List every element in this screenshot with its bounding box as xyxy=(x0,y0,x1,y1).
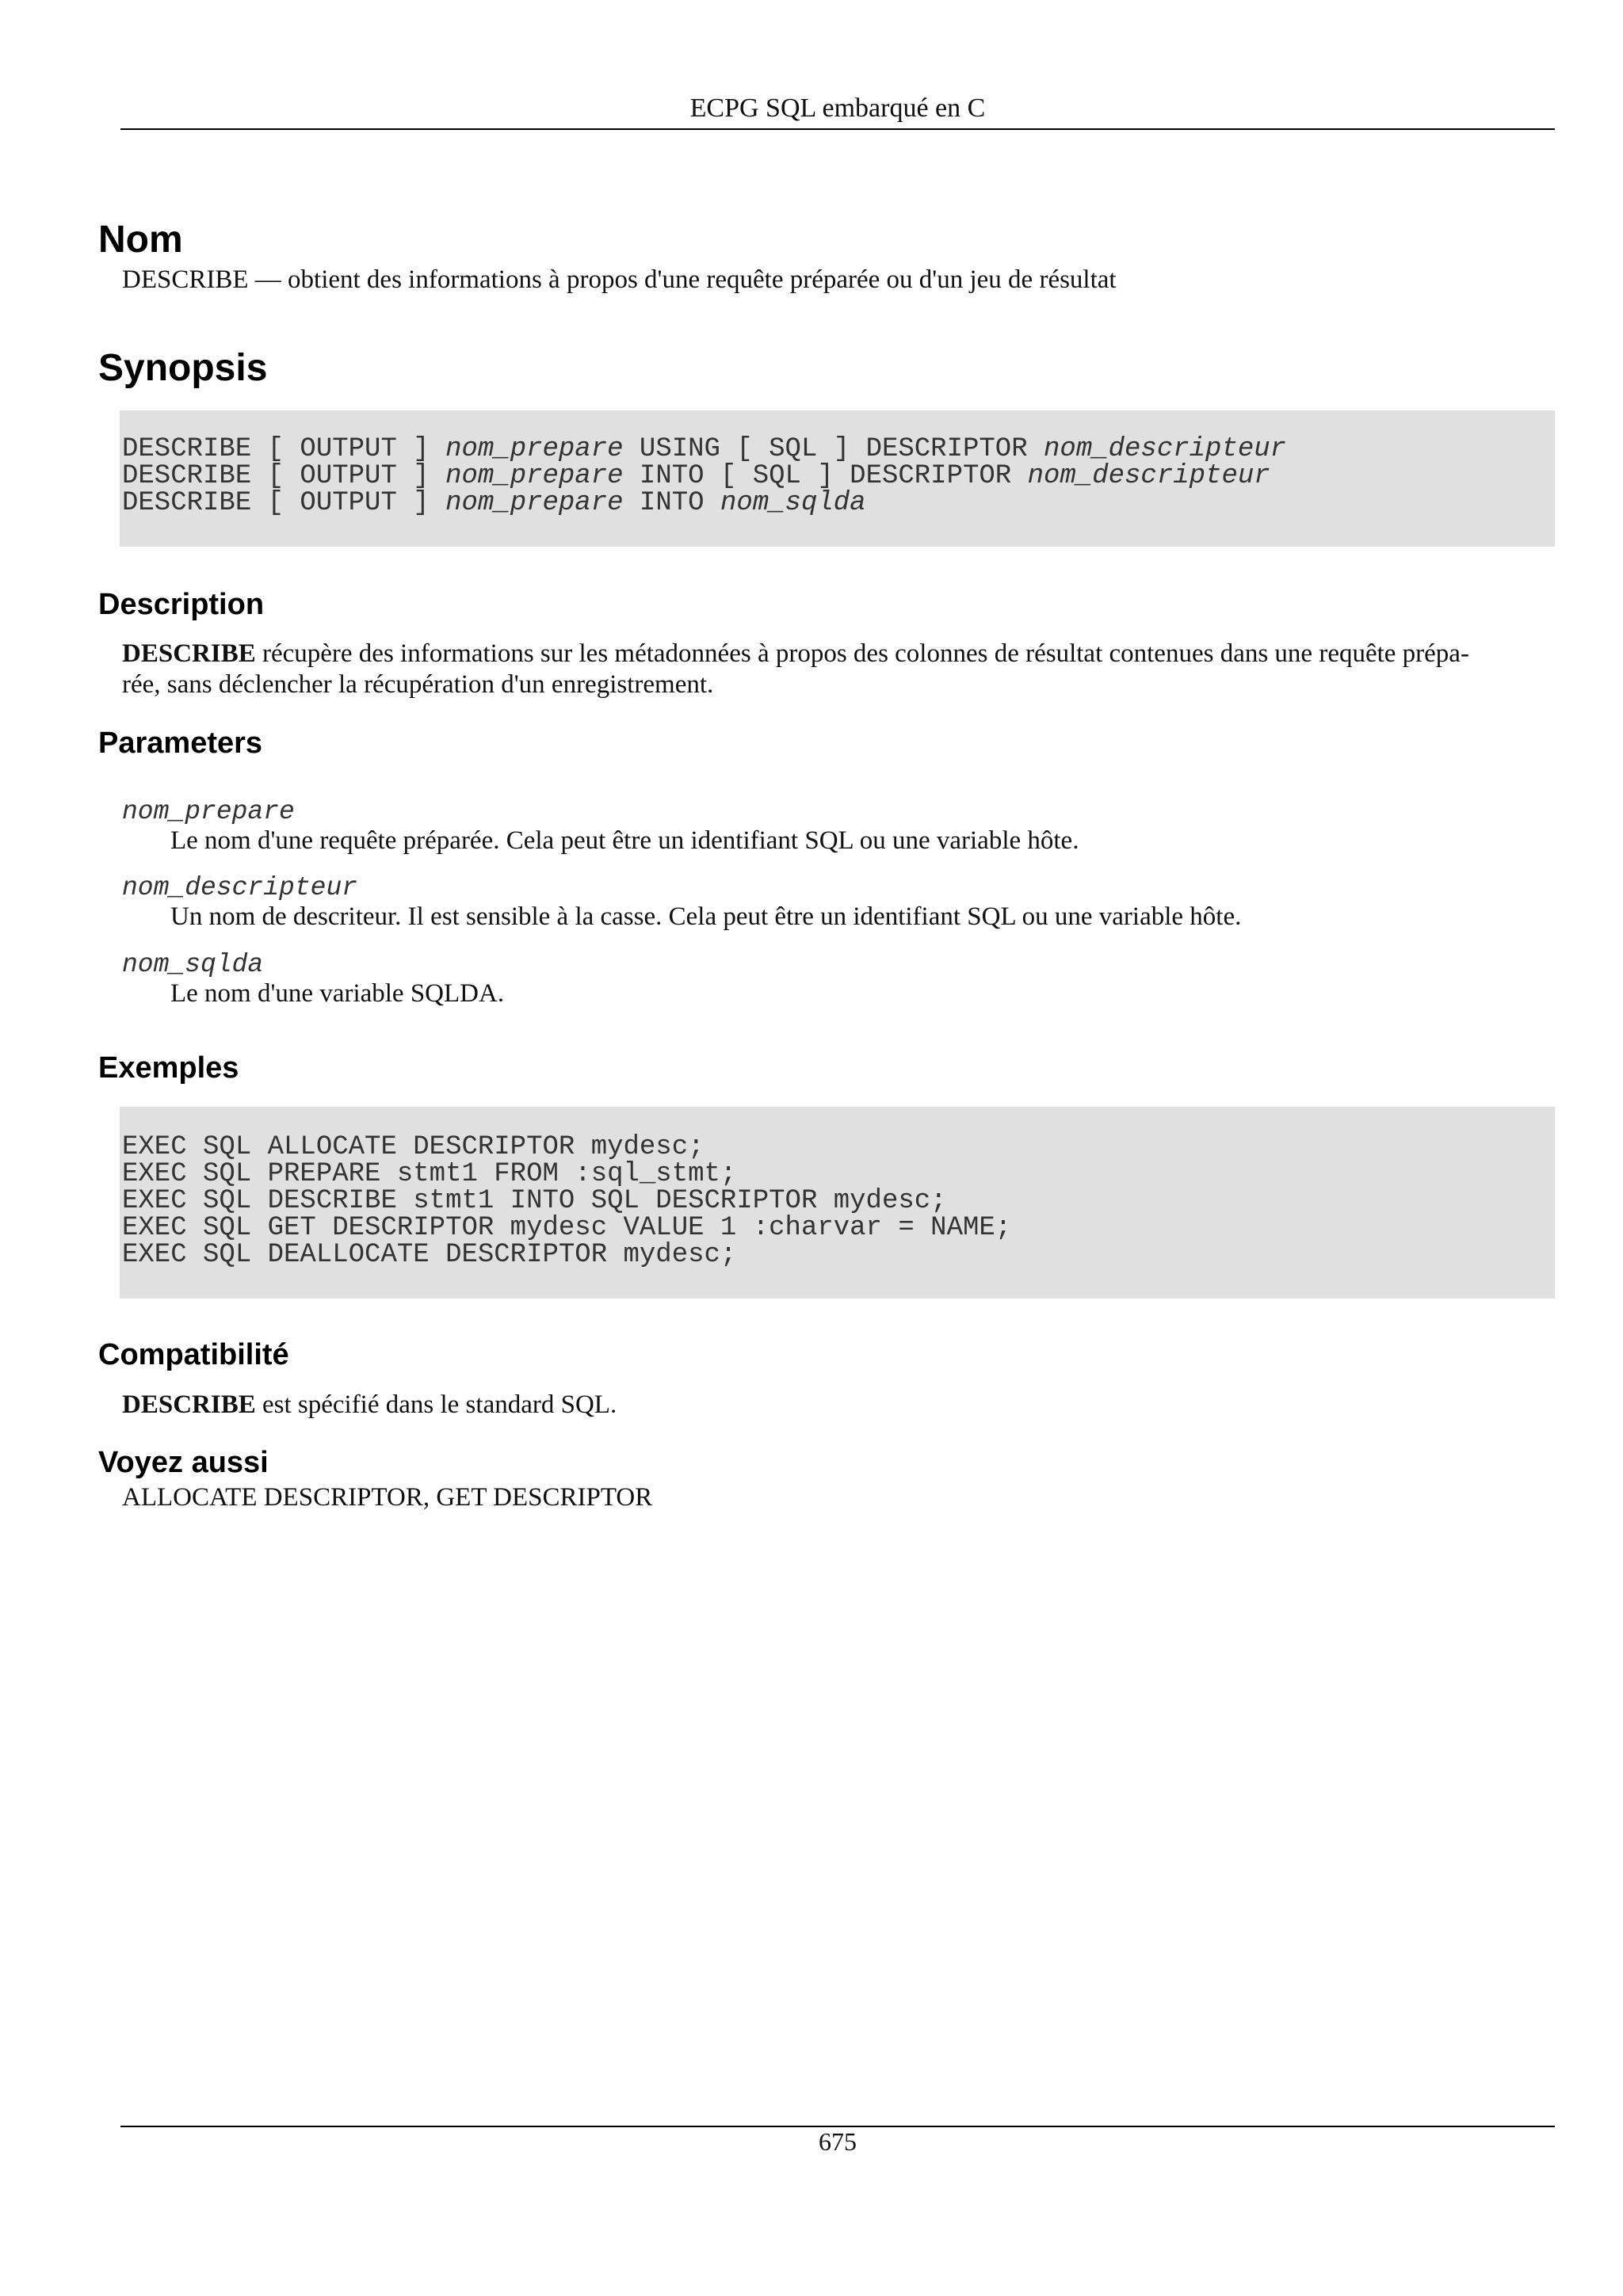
nom-heading: Nom xyxy=(98,219,183,261)
param-description: Le nom d'une variable SQLDA. xyxy=(170,979,505,1008)
voyez-aussi-text: ALLOCATE DESCRIPTOR, GET DESCRIPTOR xyxy=(122,1483,653,1512)
code-line: EXEC SQL DEALLOCATE DESCRIPTOR mydesc; xyxy=(122,1240,737,1270)
param-description: Un nom de descriteur. Il est sensible à la casse. Cela peut être un identifiant SQL ou une variable hôte. xyxy=(170,902,1242,931)
param-term: nom_descripteur xyxy=(122,873,358,902)
synopsis-line: DESCRIBE [ OUTPUT ] nom_prepare USING [ SQL ] DESCRIPTOR nom_descripteur xyxy=(122,434,1287,464)
synopsis-line: DESCRIBE [ OUTPUT ] nom_prepare INTO nom_sqlda xyxy=(122,488,866,518)
voyez-aussi-heading: Voyez aussi xyxy=(98,1446,269,1479)
description-text-line2: rée, sans déclencher la récupération d'un enregistrement. xyxy=(122,670,714,699)
code-line: EXEC SQL PREPARE stmt1 FROM :sql_stmt; xyxy=(122,1159,737,1189)
header-rule xyxy=(120,128,1555,130)
code-line: EXEC SQL GET DESCRIPTOR mydesc VALUE 1 :charvar = NAME; xyxy=(122,1213,1012,1243)
compatibilite-heading: Compatibilité xyxy=(98,1338,289,1371)
running-header: ECPG SQL embarqué en C xyxy=(689,93,986,123)
synopsis-line: DESCRIBE [ OUTPUT ] nom_prepare INTO [ SQL ] DESCRIPTOR nom_descripteur xyxy=(122,461,1270,491)
exemples-code-block xyxy=(120,1107,1555,1299)
code-line: EXEC SQL DESCRIBE stmt1 INTO SQL DESCRIPTOR mydesc; xyxy=(122,1186,947,1216)
param-term: nom_sqlda xyxy=(122,950,264,979)
nom-text: DESCRIBE — obtient des informations à propos d'une requête préparée ou d'un jeu de résultat xyxy=(122,265,1117,294)
page-number: 675 xyxy=(819,2127,857,2156)
parameters-heading: Parameters xyxy=(98,727,263,760)
param-term: nom_prepare xyxy=(122,797,295,826)
description-heading: Description xyxy=(98,588,265,621)
param-description: Le nom d'une requête préparée. Cela peut être un identifiant SQL ou une variable hôte. xyxy=(170,826,1079,855)
exemples-heading: Exemples xyxy=(98,1051,239,1085)
compatibilite-text: DESCRIBE est spécifié dans le standard SQL. xyxy=(122,1390,617,1419)
code-line: EXEC SQL ALLOCATE DESCRIPTOR mydesc; xyxy=(122,1132,705,1162)
synopsis-code-block xyxy=(120,410,1555,547)
synopsis-heading: Synopsis xyxy=(98,347,268,389)
description-text: DESCRIBE récupère des informations sur les métadonnées à propos des colonnes de résultat contenues dans une requête prépa- xyxy=(122,639,1469,668)
